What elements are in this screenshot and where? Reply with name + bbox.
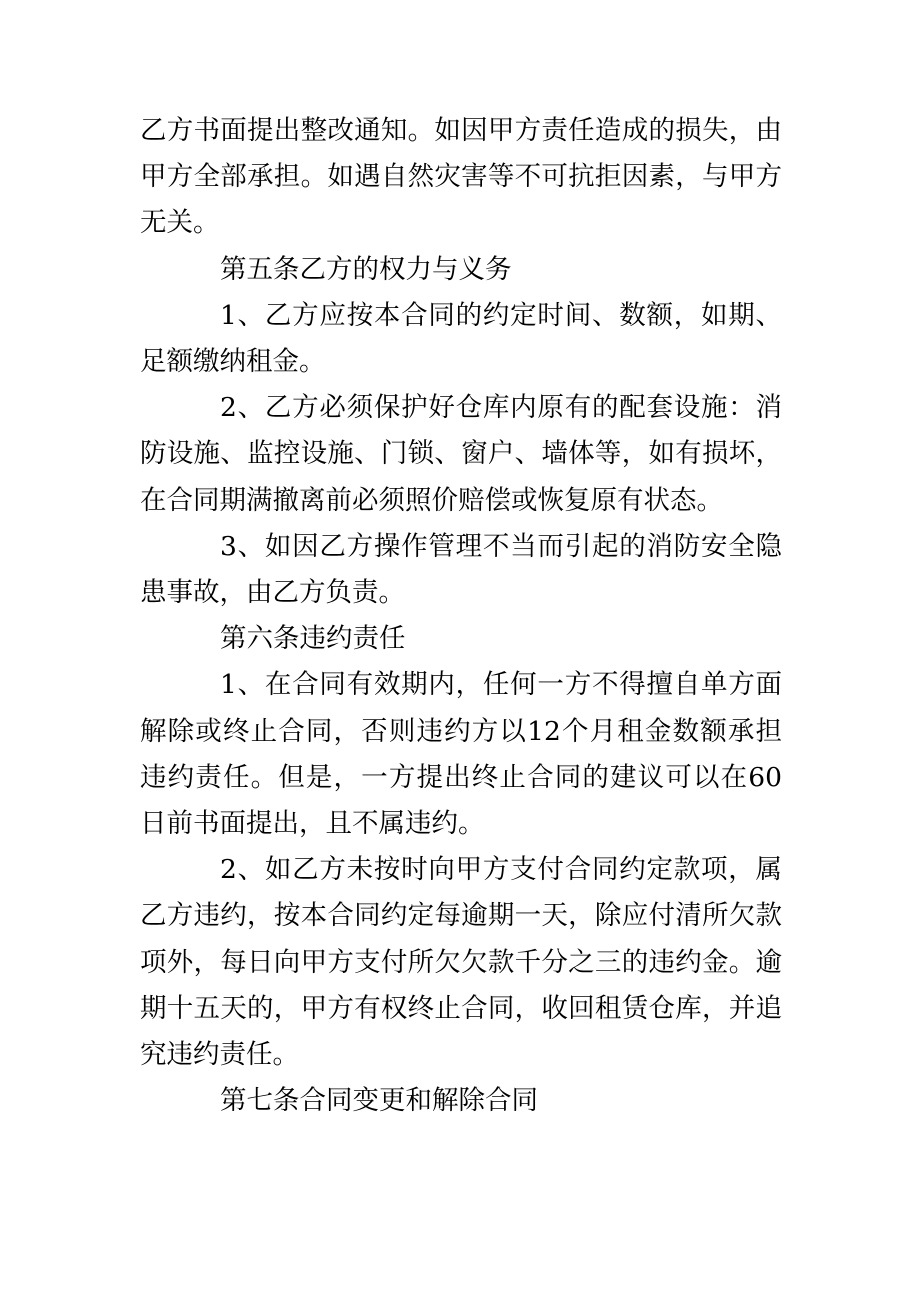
article-6-heading: 第六条违约责任 (220, 623, 406, 655)
article-5-clause-3: 3、如因乙方操作管理不当而引起的消防安全隐患事故，由乙方负责。 (140, 530, 782, 609)
document-body (140, 108, 782, 1124)
article-7-heading: 第七条合同变更和解除合同 (220, 1085, 538, 1117)
article-5-clause-2: 2、乙方必须保护好仓库内原有的配套设施：消防设施、监控设施、门锁、窗户、墙体等，如有损坏，在合同期满撤离前必须照价赔偿或恢复原有状态。 (140, 392, 782, 516)
article-5-clause-1: 1、乙方应按本合同的约定时间、数额，如期、足额缴纳租金。 (140, 299, 782, 378)
paragraph-continuation: 乙方书面提出整改通知。如因甲方责任造成的损失，由甲方全部承担。如遇自然灾害等不可抗拒因素，与甲方无关。 (140, 115, 782, 239)
article-6-clause-1: 1、在合同有效期内，任何一方不得擅自单方面解除或终止合同，否则违约方以12个月租金数额承担违约责任。但是，一方提出终止合同的建议可以在60日前书面提出，且不属违约。 (140, 669, 782, 840)
article-6-clause-2: 2、如乙方未按时向甲方支付合同约定款项，属乙方违约，按本合同约定每逾期一天，除应付清所欠款项外，每日向甲方支付所欠欠款千分之三的违约金。逾期十五天的，甲方有权终止合同，收回租赁仓库，并追究违约责任。 (140, 854, 782, 1071)
article-5-heading: 第五条乙方的权力与义务 (220, 253, 512, 285)
